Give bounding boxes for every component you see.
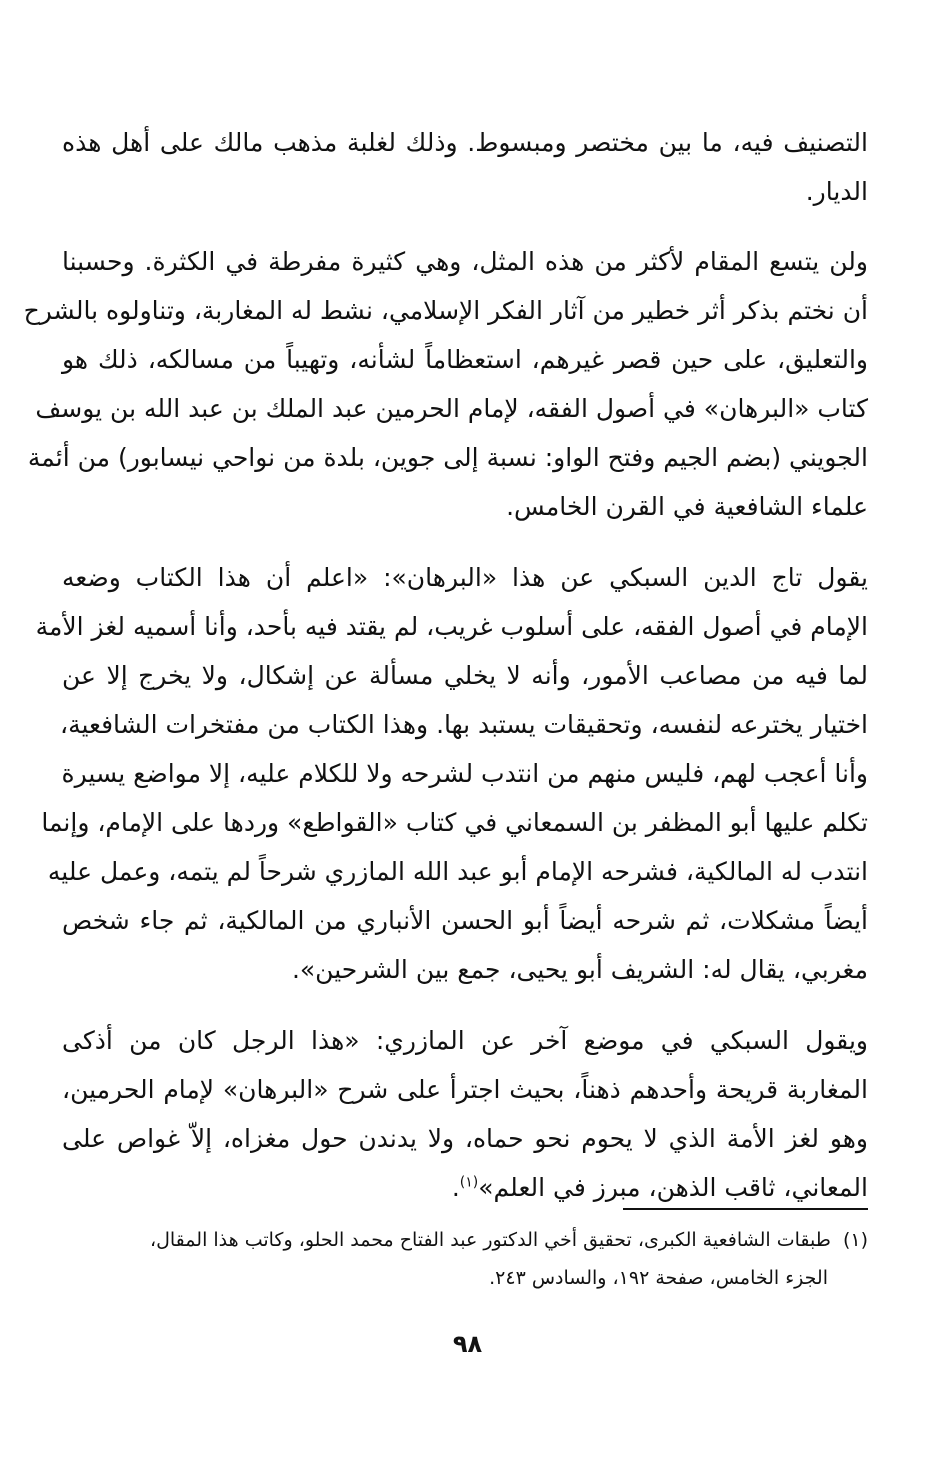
- text-line: الإمام في أصول الفقه، على أسلوب غريب، لم يقتد فيه بأحد، وأنا أسميه لغز الأمة: [35, 612, 868, 641]
- text-line: اختيار يخترعه لنفسه، وتحقيقات يستبد بها. وهذا الكتاب من مفتخرات الشافعية،: [60, 710, 868, 739]
- paragraph-4: [62, 1016, 868, 1212]
- text-line: ولن يتسع المقام لأكثر من هذه المثل، وهي كثيرة مفرطة في الكثرة. وحسبنا: [62, 247, 868, 276]
- page-number: ٩٨: [452, 1330, 483, 1358]
- text-line: الديار.: [805, 177, 868, 206]
- footnote-line-2: الجزء الخامس، صفحة ١٩٢، والسادس ٢٤٣.: [489, 1267, 828, 1289]
- text-line: أن نختم بذكر أثر خطير من آثار الفكر الإسلامي، نشط له المغاربة، وتناولوه بالشرح: [23, 296, 868, 325]
- text-line: والتعليق، على حين قصر غيرهم، استعظاماً لشأنه، وتهيباً من مسالكه، ذلك هو: [62, 345, 868, 374]
- text-line: التصنيف فيه، ما بين مختصر ومبسوط. وذلك لغلبة مذهب مالك على أهل هذه: [62, 128, 868, 157]
- text-line-with-footnote: [62, 1163, 868, 1212]
- text-line: الجويني (بضم الجيم وفتح الواو: نسبة إلى جوين، بلدة من نواحي نيسابور) من أئمة: [27, 443, 868, 472]
- text-line: كتاب «البرهان» في أصول الفقه، لإمام الحرمين عبد الملك بن عبد الله بن يوسف: [35, 394, 868, 423]
- page-body: [23, 118, 868, 1212]
- paragraph-2: [23, 237, 868, 531]
- footnote-reference: (١): [459, 1174, 479, 1191]
- text-line: لما فيه من مصاعب الأمور، وأنه لا يخلي مسألة عن إشكال، ولا يخرج إلا عن: [62, 661, 868, 690]
- footnote-divider: [623, 1208, 868, 1210]
- text-line: علماء الشافعية في القرن الخامس.: [506, 492, 868, 521]
- footnote-text: طبقات الشافعية الكبرى، تحقيق أخي الدكتور عبد الفتاح محمد الحلو، وكاتب هذا المقال،: [149, 1229, 831, 1251]
- text-line: تكلم عليها أبو المظفر بن السمعاني في كتاب «القواطع» وردها على الإمام، وإنما: [41, 808, 868, 837]
- text-line: وهو لغز الأمة الذي لا يحوم نحو حماه، ولا يدندن حول مغزاه، إلاّ غواص على: [62, 1124, 868, 1153]
- text-fragment: المعاني، ثاقب الذهن، مبرز في العلم»: [478, 1173, 868, 1202]
- footnote-marker: (١): [842, 1229, 868, 1251]
- end-punctuation: .: [451, 1173, 460, 1202]
- text-line: انتدب له المالكية، فشرحه الإمام أبو عبد الله المازري شرحاً لم يتمه، وعمل عليه: [47, 857, 868, 886]
- paragraph-1: [62, 118, 868, 216]
- text-line: يقول تاج الدين السبكي عن هذا «البرهان»: «اعلم أن هذا الكتاب وضعه: [62, 563, 868, 592]
- text-line: ويقول السبكي في موضع آخر عن المازري: «هذا الرجل كان من أذكى: [62, 1026, 868, 1055]
- text-line: مغربي، يقال له: الشريف أبو يحيى، جمع بين الشرحين».: [291, 955, 868, 984]
- paragraph-3: [35, 553, 868, 994]
- footnote: [62, 1221, 868, 1297]
- text-line: المغاربة قريحة وأحدهم ذهناً، بحيث اجترأ على شرح «البرهان» لإمام الحرمين،: [62, 1075, 868, 1104]
- text-line: أيضاً مشكلات، ثم شرحه أيضاً أبو الحسن الأنباري من المالكية، ثم جاء شخص: [62, 906, 868, 935]
- text-line: وأنا أعجب لهم، فليس منهم من انتدب لشرحه ولا للكلام عليه، إلا مواضع يسيرة: [61, 759, 868, 788]
- footnote-line-1: [62, 1221, 868, 1259]
